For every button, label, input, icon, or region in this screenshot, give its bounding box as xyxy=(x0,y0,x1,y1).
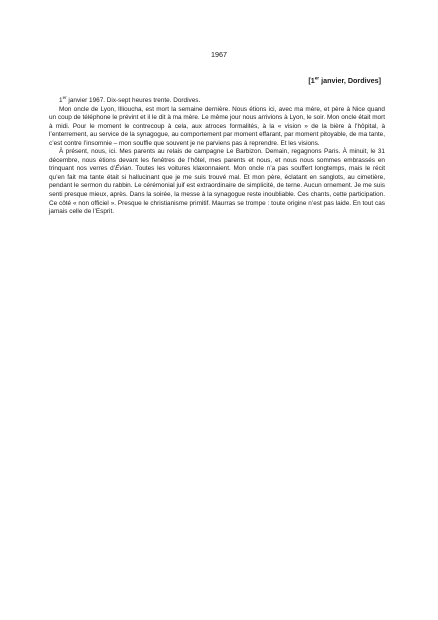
date-prefix: 1 xyxy=(59,97,63,104)
date-rest: janvier 1967. Dix-sept heures trente. Dordives. xyxy=(66,97,201,104)
evian-italic: Évian xyxy=(115,165,132,173)
paragraph-present xyxy=(49,148,385,216)
paragraph-uncle: Mon oncle de Lyon, Illiouchа, est mort la semaine dernière. Nous étions ici, avec ma mère, et père à Nice quand un coup de téléphone le prévint et il le dit à ma mère. Le même jour nous arrivions à Lyon, le soir. Mon oncle était mort à midi. Pour le moment le contrecoup à cela, aux atroces formalités, à la « vision » de la bière à l’hôpital, à l’enterrement, au service de la synagogue, au comportement par moment effarant, par moment pitoyable, de ma tante, c’est contre l’insomnie – mon souffle que souvent je ne parviens pas à reprendre. Et les visions. xyxy=(49,105,385,147)
heading-rest: janvier, Dordives] xyxy=(319,76,381,85)
page-year-header: 1967 xyxy=(211,50,227,59)
entry-body xyxy=(49,94,385,217)
date-superscript: er xyxy=(62,94,67,100)
date-line xyxy=(49,94,385,106)
entry-heading xyxy=(308,76,381,85)
paragraph-present-end: . Toutes les voitures klaxonnaient. Mon oncle n’a pas souffert longtemps, mais le récit qu’en fait ma tante était si hallucinant que je me suis trouvé mal. Et mon père, éclatant en sanglots, au cimetière, pendant le sermon du rabbin. Le cérémonial juif est extraordinaire de simplicité, de terne. Aucun ornement. Je me suis senti presque mieux, après. Dans la soirée, la messe à la synagogue reste inoubliable. Ces chants, cette participation. Ce côté « non officiel ». Presque le christianisme primitif. Maurras se trompe : toute origine n’est pas laide. En tout cas jamais celle de l’Esprit. xyxy=(49,165,385,216)
heading-superscript: er xyxy=(314,75,320,81)
paragraph-present-start: À présent, nous, ici. Mes parents au relais de campagne Le Barbizon. Demain, regagnons Paris. À minuit, le 31 décembre, nous étions devant les fenêtres de l’hôtel, mes parents et nous, et nous nous sommes embrassés en trinquant nos verres d’ xyxy=(49,148,385,173)
heading-open: [1 xyxy=(308,76,315,85)
